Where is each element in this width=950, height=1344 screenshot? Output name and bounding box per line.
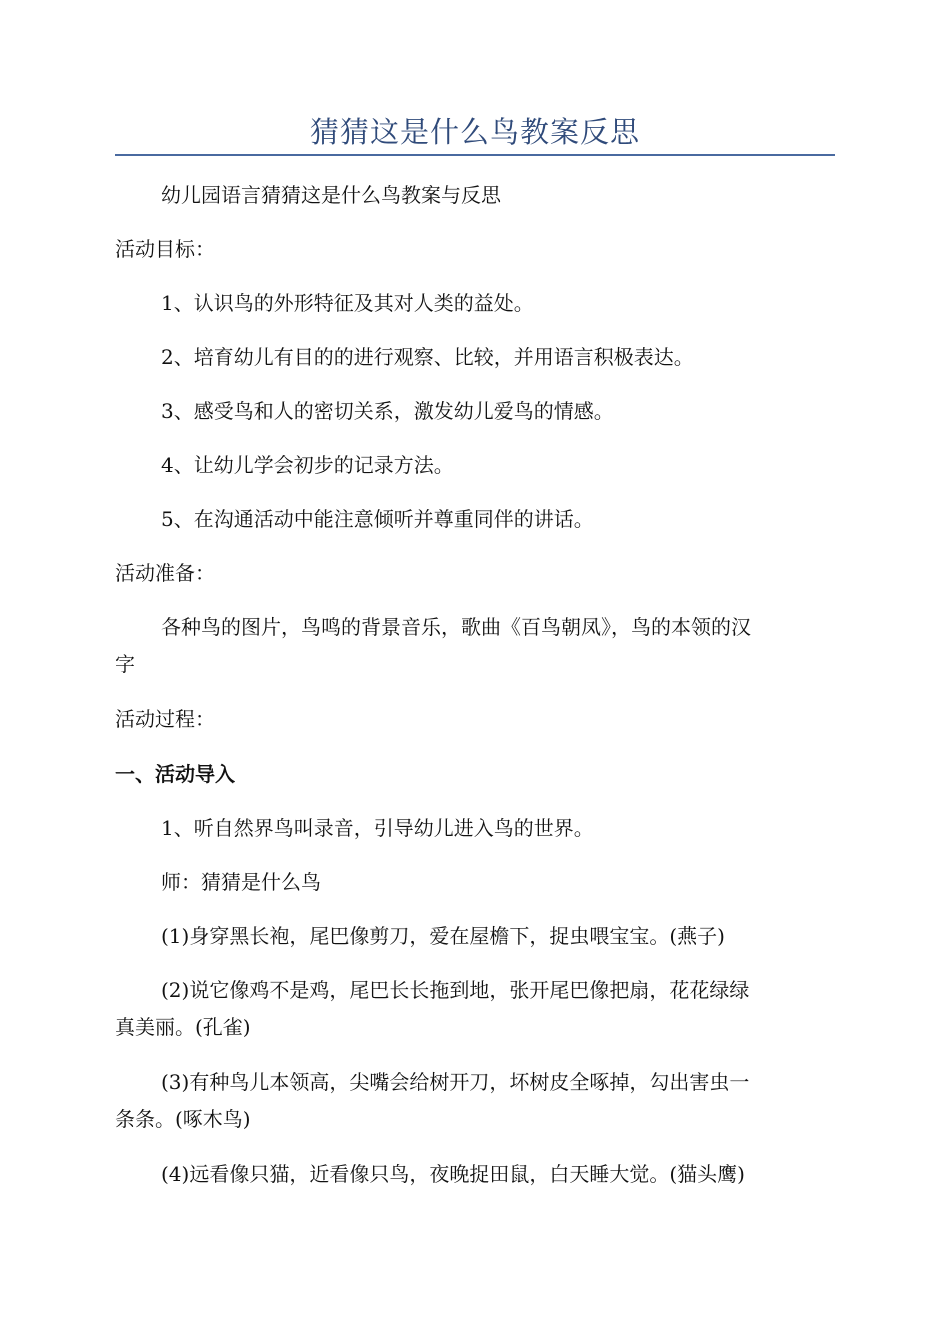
- goal-item-5: 5、在沟通活动中能注意倾听并尊重同伴的讲话。: [161, 507, 594, 531]
- riddle-2-line-2: 真美丽。(孔雀): [115, 1015, 251, 1039]
- section-heading-process: 活动过程：: [115, 707, 215, 731]
- goal-item-1: 1、认识鸟的外形特征及其对人类的益处。: [161, 291, 534, 315]
- riddle-1: (1)身穿黑长袍，尾巴像剪刀，爱在屋檐下，捉虫喂宝宝。(燕子): [161, 924, 725, 948]
- intro-step-1: 1、听自然界鸟叫录音，引导幼儿进入鸟的世界。: [161, 816, 594, 840]
- riddle-3-line-1: (3)有种鸟儿本领高，尖嘴会给树开刀，坏树皮全啄掉，勾出害虫一: [161, 1070, 750, 1094]
- subsection-heading-intro: 一、活动导入: [115, 762, 235, 786]
- teacher-prompt: 师：猜猜是什么鸟: [161, 870, 321, 894]
- document-title: 猜猜这是什么鸟教案反思: [309, 115, 640, 149]
- goal-item-4: 4、让幼儿学会初步的记录方法。: [161, 453, 454, 477]
- section-heading-preparation: 活动准备：: [115, 561, 215, 585]
- riddle-4: (4)远看像只猫，近看像只鸟，夜晚捉田鼠，白天睡大觉。(猫头鹰): [161, 1162, 745, 1186]
- riddle-3-line-2: 条条。(啄木鸟): [115, 1107, 251, 1131]
- section-heading-goals: 活动目标：: [115, 237, 215, 261]
- goal-item-3: 3、感受鸟和人的密切关系，激发幼儿爱鸟的情感。: [161, 399, 614, 423]
- preparation-text-line-2: 字: [115, 652, 135, 676]
- riddle-2-line-1: (2)说它像鸡不是鸡，尾巴长长拖到地，张开尾巴像把扇，花花绿绿: [161, 978, 750, 1002]
- title-underline: [115, 154, 835, 156]
- subtitle-line: 幼儿园语言猜猜这是什么鸟教案与反思: [161, 183, 501, 207]
- preparation-text-line-1: 各种鸟的图片，鸟鸣的背景音乐，歌曲《百鸟朝凤》，鸟的本领的汉: [161, 615, 751, 639]
- goal-item-2: 2、培育幼儿有目的的进行观察、比较，并用语言积极表达。: [161, 345, 694, 369]
